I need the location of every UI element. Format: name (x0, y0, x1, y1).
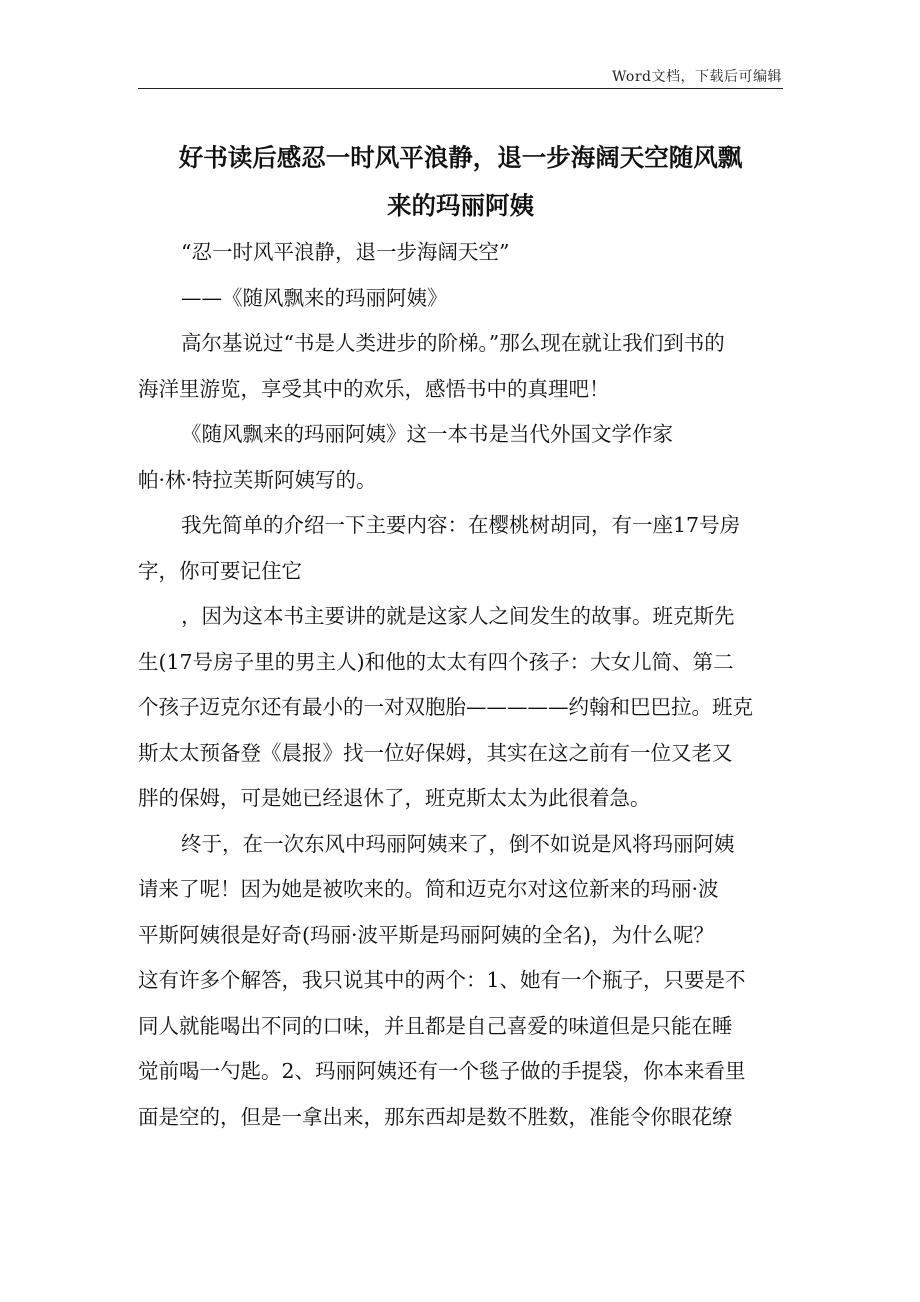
header-divider (138, 88, 783, 89)
paragraph-line: 胖的保姆，可是她已经退休了，班克斯太太为此很着急。 (138, 786, 651, 810)
document-body (138, 230, 788, 1140)
paragraph-line: 个孩子迈克尔还有最小的一对双胞胎—————约翰和巴巴拉。班克 (138, 695, 753, 719)
title-line: 好书读后感忍一时风平浪静，退一步海阔天空随风飘 (178, 143, 743, 172)
quote-source: ——《随风飘来的玛丽阿姨》 (181, 285, 448, 310)
paragraph (138, 321, 788, 412)
paragraph (138, 594, 788, 822)
paragraph-line: 斯太太预备登《晨报》找一位好保姆，其实在这之前有一位又老又 (138, 740, 733, 765)
paragraph-line: 海洋里游览，享受其中的欢乐，感悟书中的真理吧！ (138, 376, 610, 401)
title-line: 来的玛丽阿姨 (387, 191, 534, 220)
paragraph (138, 412, 788, 503)
paragraph-line: ，因为这本书主要讲的就是这家人之间发生的故事。班克斯先 (181, 604, 735, 628)
paragraph-line: 我先简单的介绍一下主要内容：在樱桃树胡同，有一座17号房 (181, 513, 741, 537)
paragraph (138, 822, 788, 1141)
paragraph-line: 平斯阿姨很是好奇(玛丽·波平斯是玛丽阿姨的全名)，为什么呢？ (138, 922, 715, 947)
document-title (138, 134, 783, 230)
paragraph-line: 终于，在一次东风中玛丽阿姨来了，倒不如说是风将玛丽阿姨 (181, 831, 735, 856)
paragraph (138, 503, 788, 594)
paragraph-line: 生(17号房子里的男主人)和他的太太有四个孩子：大女儿简、第二 (138, 649, 734, 674)
paragraph-line: 高尔基说过“书是人类进步的阶梯。”那么现在就让我们到书的 (181, 331, 725, 355)
quote: “忍一时风平浪静，退一步海阔天空” (181, 240, 510, 264)
paragraph-line: 请来了呢！因为她是被吹来的。简和迈克尔对这位新来的玛丽·波 (138, 877, 719, 901)
header-note: Word文档，下载后可编辑 (611, 69, 782, 85)
paragraph-line: 《随风飘来的玛丽阿姨》这一本书是当代外国文学作家 (181, 422, 673, 446)
paragraph-line: 同人就能喝出不同的口味，并且都是自己喜爱的味道但是只能在睡 (138, 1013, 733, 1038)
paragraph-line: 字，你可要记住它 (138, 558, 302, 583)
paragraph-line: 面是空的，但是一拿出来，那东西却是数不胜数，准能令你眼花缭 (138, 1104, 733, 1129)
paragraph-line: 帕·林·特拉芙斯阿姨写的。 (138, 467, 377, 492)
paragraph-line: 这有许多个解答，我只说其中的两个：1、她有一个瓶子，只要是不 (138, 968, 746, 992)
paragraph-line: 觉前喝一勺匙。2、玛丽阿姨还有一个毯子做的手提袋，你本来看里 (138, 1059, 746, 1083)
